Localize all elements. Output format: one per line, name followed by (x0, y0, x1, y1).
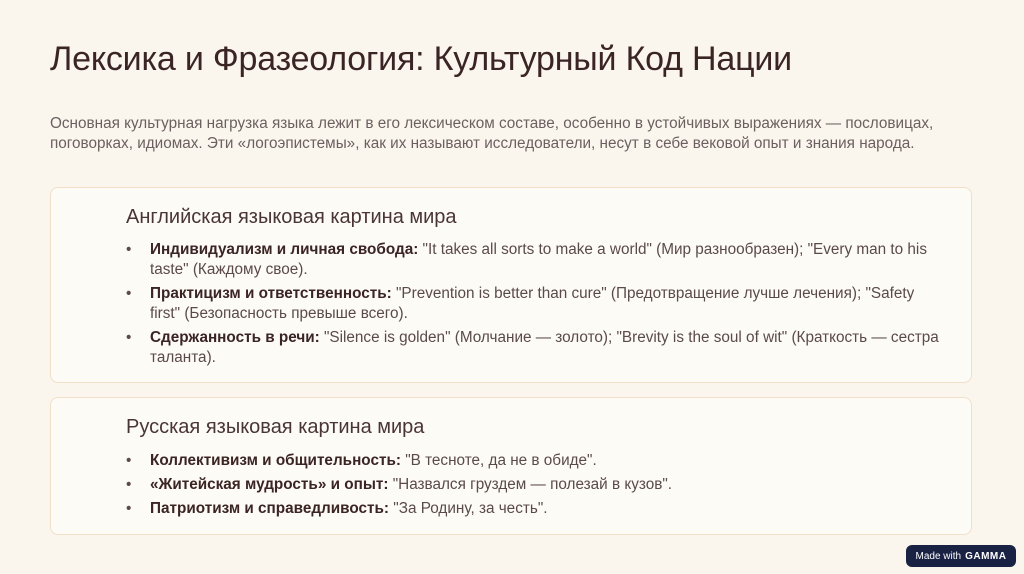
bullet-icon: • (126, 452, 132, 469)
bullet-term: «Житейская мудрость» и опыт: (150, 476, 389, 493)
list-item (126, 475, 947, 495)
bullet-text: "За Родину, за честь". (389, 500, 548, 517)
intro-paragraph: Основная культурная нагрузка языка лежит в его лексическом составе, особенно в устойчивых выражениях — пословицах, поговорках, идиомах. Эти «логоэпистемы», как их называют исследователи, несут в себе вековой опыт и знания народа. (50, 115, 934, 152)
list-item (126, 284, 947, 324)
badge-prefix: Made with (915, 550, 962, 562)
page-title: Лексика и Фразеология: Культурный Код Нации (50, 40, 792, 78)
list-item (126, 328, 947, 368)
made-with-gamma-badge[interactable] (906, 545, 1016, 567)
russian-worldview-card (50, 397, 972, 535)
bullet-term: Сдержанность в речи: (150, 329, 320, 346)
bullet-icon: • (126, 476, 132, 493)
english-bullet-list (126, 240, 947, 372)
english-card-heading: Английская языковая картина мира (126, 206, 457, 228)
bullet-icon: • (126, 285, 132, 302)
bullet-term: Практицизм и ответственность: (150, 285, 392, 302)
list-item (126, 499, 947, 519)
bullet-term: Индивидуализм и личная свобода: (150, 241, 419, 258)
bullet-text: "Назвался груздем — полезай в кузов". (388, 476, 673, 493)
list-item (126, 240, 947, 280)
bullet-icon: • (126, 500, 132, 517)
bullet-text: "It takes all sorts to make a world" (Мир разнообразен); "Every man to his taste" (Каждому свое). (150, 241, 927, 278)
russian-card-heading: Русская языковая картина мира (126, 416, 425, 438)
bullet-icon: • (126, 241, 132, 258)
bullet-text: "Prevention is better than cure" (Предотвращение лучше лечения); "Safety first" (Безопасность превыше всего). (150, 285, 915, 322)
bullet-text: "Silence is golden" (Молчание — золото); "Brevity is the soul of wit" (Краткость — сестра таланта). (150, 329, 939, 366)
english-worldview-card (50, 187, 972, 383)
bullet-term: Патриотизм и справедливость: (150, 500, 390, 517)
bullet-term: Коллективизм и общительность: (150, 452, 401, 469)
bullet-text: "В тесноте, да не в обиде". (400, 452, 597, 469)
russian-bullet-list (126, 451, 947, 523)
list-item (126, 451, 947, 471)
gamma-logo: GAMMA (965, 550, 1007, 562)
bullet-icon: • (126, 329, 132, 346)
